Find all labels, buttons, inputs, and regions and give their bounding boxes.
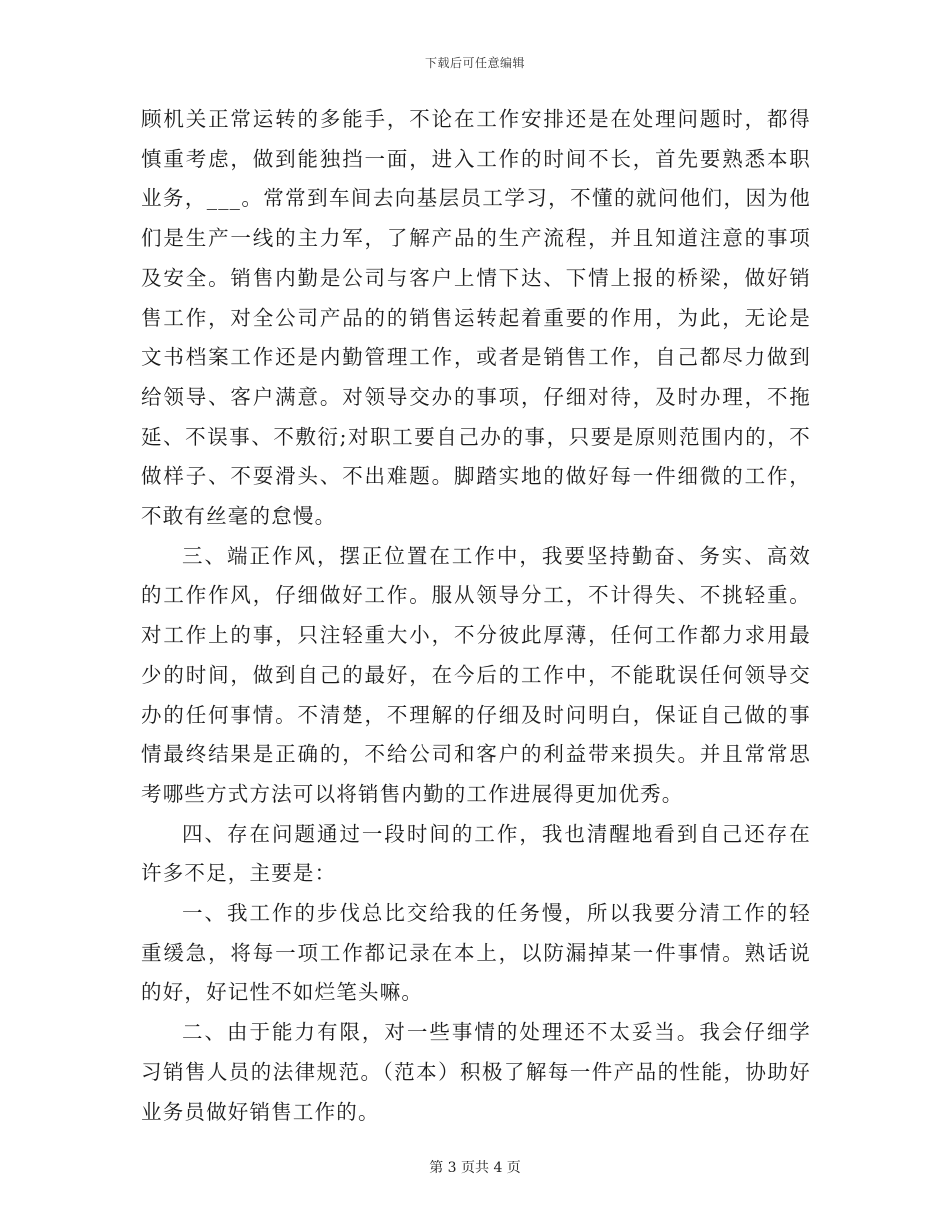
paragraph-item-two: 二、由于能力有限，对一些事情的处理还不太妥当。我会仔细学习销售人员的法律规范。（范本）积极了解每一件产品的性能，协助好业务员做好销售工作的。 <box>141 1020 811 1124</box>
paragraph-section-three: 三、端正作风，摆正位置在工作中，我要坚持勤奋、务实、高效的工作作风，仔细做好工作。服从领导分工，不计得失、不挑轻重。对工作上的事，只注轻重大小，不分彼此厚薄，任何工作都力求用最少的时间，做到自己的最好，在今后的工作中，不能耽误任何领导交办的任何事情。不清楚，不理解的仔细及时问明白，保证自己做的事情最终结果是正确的，不给公司和客户的利益带来损失。并且常常思考哪些方式方法可以将销售内勤的工作进展得更加优秀。 <box>141 543 811 806</box>
document-body <box>141 100 811 1132</box>
page-number: 第 3 页共 4 页 <box>429 1160 521 1176</box>
page-header: 下载后可任意编辑 <box>424 56 525 70</box>
paragraph-section-four: 四、存在问题通过一段时间的工作，我也清醒地看到自己还存在许多不足，主要是： <box>141 821 811 886</box>
paragraph-continuation: 顾机关正常运转的多能手，不论在工作安排还是在处理问题时，都得慎重考虑，做到能独挡一面，进入工作的时间不长，首先要熟悉本职业务，___。常常到车间去向基层员工学习，不懂的就问他们，因为他们是生产一线的主力军，了解产品的生产流程，并且知道注意的事项及安全。销售内勤是公司与客户上情下达、下情上报的桥梁，做好销售工作，对全公司产品的的销售运转起着重要的作用，为此，无论是文书档案工作还是内勤管理工作，或者是销售工作，自己都尽力做到给领导、客户满意。对领导交办的事项，仔细对待，及时办理，不拖延、不误事、不敷衍;对职工要自己办的事，只要是原则范围内的，不做样子、不耍滑头、不出难题。脚踏实地的做好每一件细微的工作，不敢有丝毫的怠慢。 <box>141 107 811 529</box>
paragraph-item-one: 一、我工作的步伐总比交给我的任务慢，所以我要分清工作的轻重缓急，将每一项工作都记录在本上，以防漏掉某一件事情。熟话说的好，好记性不如烂笔头嘛。 <box>141 901 811 1005</box>
